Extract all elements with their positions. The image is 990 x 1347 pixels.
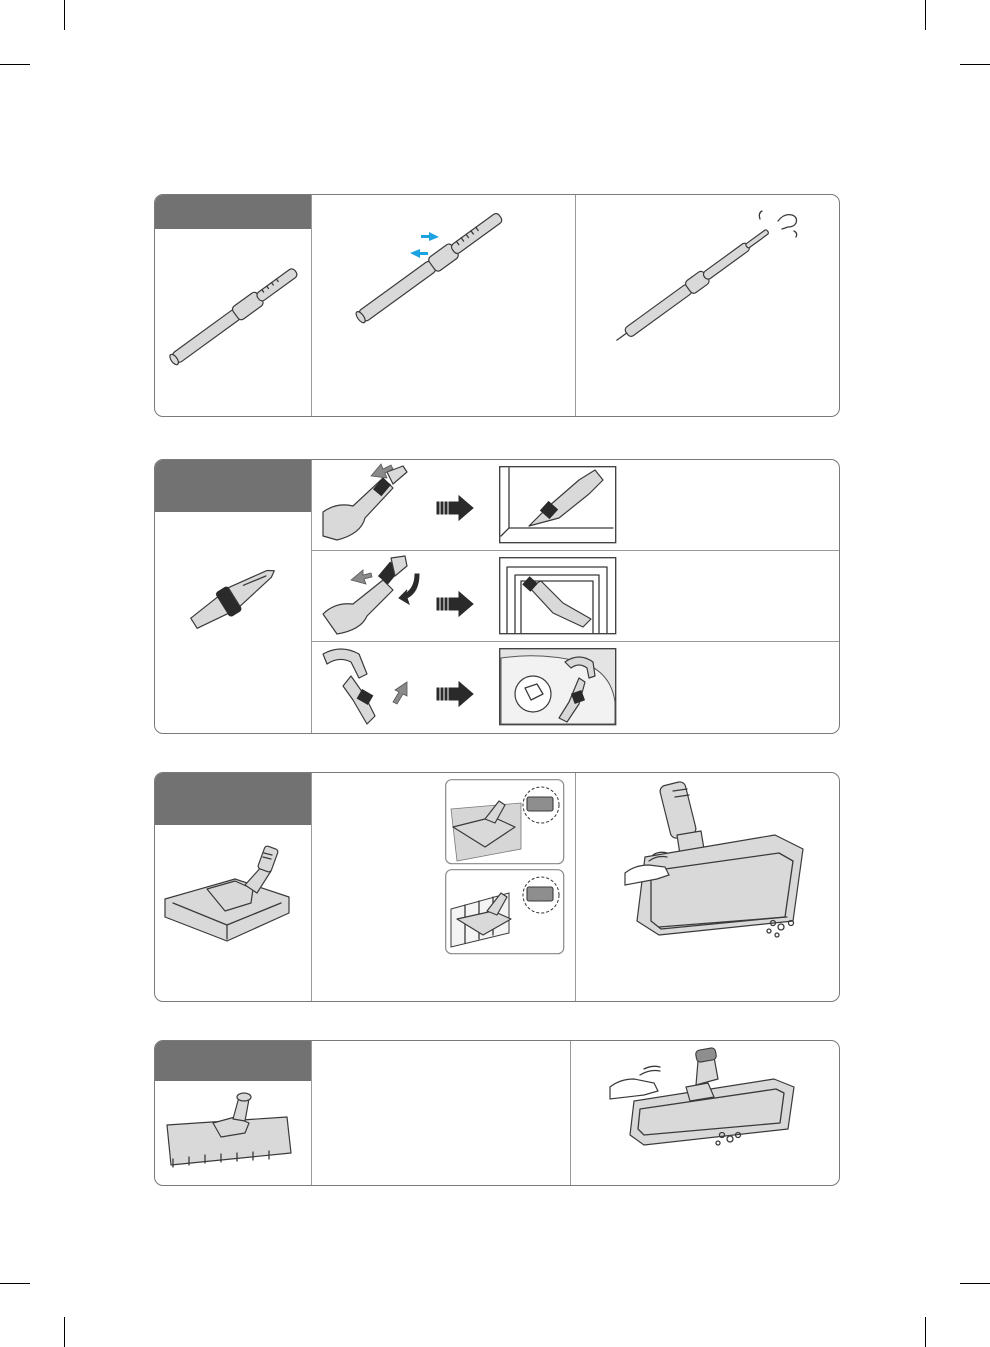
crop-mark (925, 0, 926, 30)
parquet-cleaning-icon (610, 1047, 820, 1177)
column-divider (570, 1041, 571, 1185)
crevice-window-icon (499, 557, 617, 635)
arrow-right-icon (437, 592, 473, 616)
pipe-extend-icon (610, 201, 810, 361)
section-header-bar (155, 460, 311, 512)
crevice-corner-icon (499, 466, 617, 544)
pipe-icon (163, 253, 303, 383)
parquet-nozzle-panel (154, 1040, 840, 1186)
crop-mark (64, 1317, 65, 1347)
crop-mark (960, 64, 990, 65)
crop-mark (925, 1317, 926, 1347)
column-divider (311, 195, 312, 416)
crop-mark (0, 1283, 30, 1284)
hard-floor-mode-icon (445, 869, 565, 955)
crevice-attach-icon (321, 462, 421, 550)
crop-mark (64, 0, 65, 30)
nozzle-cleaning-icon (625, 777, 835, 953)
row-divider (311, 550, 839, 551)
crevice-fold-icon (321, 646, 421, 730)
column-divider (575, 195, 576, 416)
pipe-adjust-icon (355, 203, 505, 333)
carpet-mode-icon (445, 779, 565, 865)
floor-nozzle-icon (161, 845, 301, 965)
crop-mark (0, 64, 30, 65)
arrow-right-icon (437, 682, 473, 706)
arrow-right-icon (437, 496, 473, 520)
crevice-tool-panel (154, 459, 840, 734)
row-divider (311, 641, 839, 642)
section-header-bar (155, 773, 311, 825)
crop-mark (960, 1283, 990, 1284)
crevice-rotate-icon (321, 554, 421, 638)
section-header-bar (155, 1041, 311, 1081)
parquet-nozzle-icon (163, 1089, 303, 1181)
floor-nozzle-panel (154, 772, 840, 1002)
crevice-car-icon (499, 648, 617, 726)
telescopic-pipe-panel (154, 194, 840, 417)
crevice-tool-icon (177, 544, 297, 644)
column-divider (575, 773, 576, 1001)
section-header-bar (155, 195, 311, 229)
